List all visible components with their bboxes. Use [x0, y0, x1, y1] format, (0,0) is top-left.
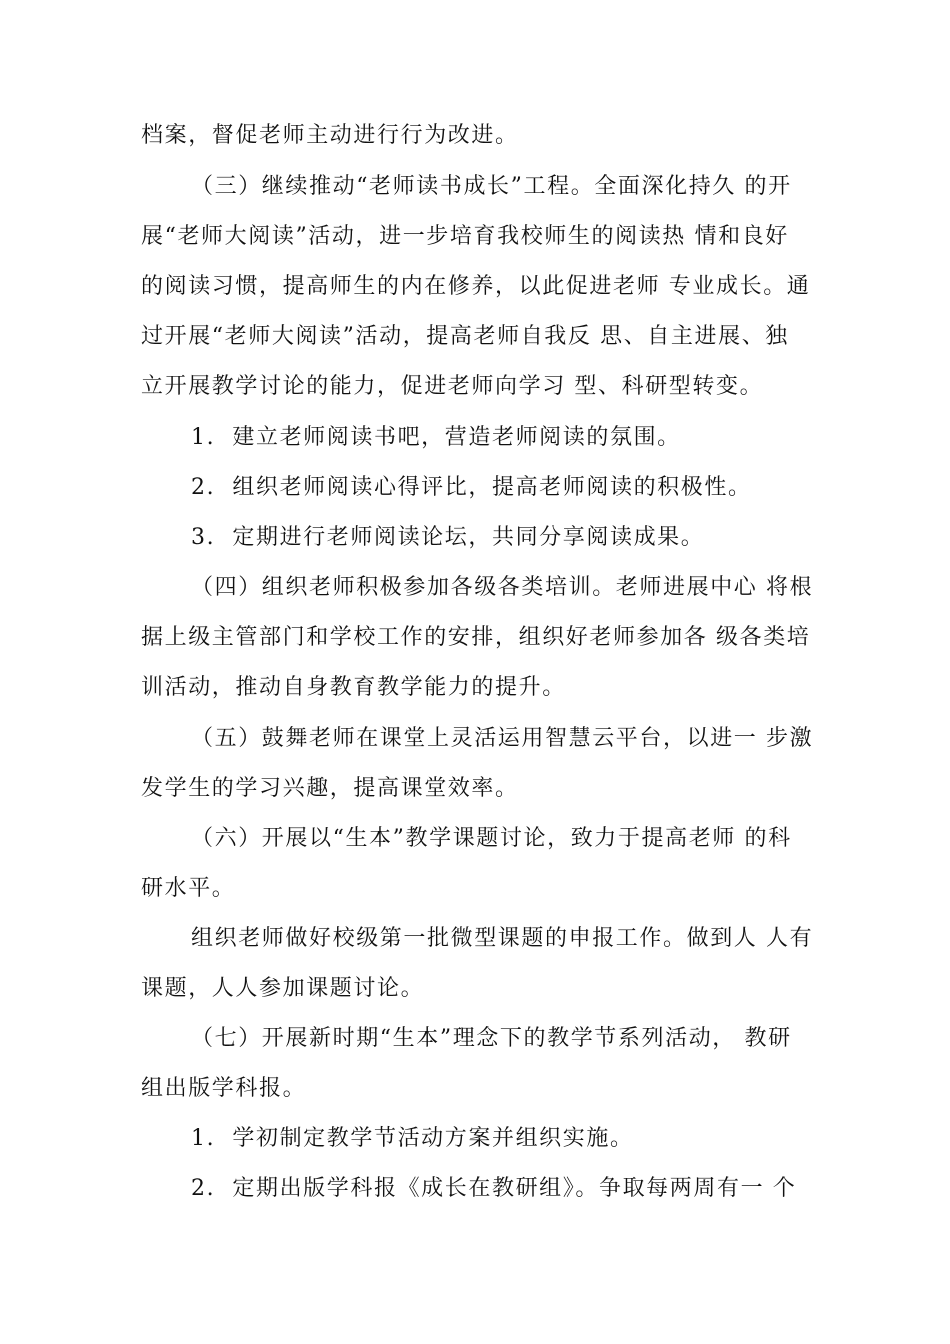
text-line-5: 过开展“老师大阅读”活动，提高老师自我反 思、自主进展、独 — [141, 324, 789, 349]
section-5-heading-line: （五）鼓舞老师在课堂上灵活运用智慧云平台，以进一 步激 — [191, 726, 814, 751]
text-line-1: 档案，督促老师主动进行行为改进。 — [141, 123, 519, 148]
text-line-3: 展“老师大阅读”活动，进一步培育我校师生的阅读热 情和良好 — [141, 224, 789, 249]
section-3-heading-line: （三）继续推动“老师读书成长”工程。全面深化持久 的开 — [191, 174, 792, 199]
text-line-16: 研水平。 — [141, 876, 236, 901]
text-line-20: 组出版学科报。 — [141, 1076, 307, 1101]
list-item-1: 1. 建立老师阅读书吧，营造老师阅读的氛围。 — [191, 425, 681, 450]
section-7-heading-line: （七）开展新时期“生本”理念下的教学节系列活动， 教研 — [191, 1026, 792, 1051]
text-line-6: 立开展教学讨论的能力，促进老师向学习 型、科研型转变。 — [141, 374, 764, 399]
text-line-14: 发学生的学习兴趣，提高课堂效率。 — [141, 776, 519, 801]
text-line-4: 的阅读习惯，提高师生的内在修养，以此促进老师 专业成长。通 — [141, 274, 811, 299]
text-line-18: 课题，人人参加课题讨论。 — [141, 976, 425, 1001]
list-item-4: 1. 学初制定教学节活动方案并组织实施。 — [191, 1126, 634, 1151]
list-item-2: 2. 组织老师阅读心得评比，提高老师阅读的积极性。 — [191, 475, 752, 500]
list-item-5: 2. 定期出版学科报《成长在教研组》。争取每两周有一 个 — [191, 1176, 797, 1201]
paragraph-line-17: 组织老师做好校级第一批微型课题的申报工作。做到人 人有 — [191, 926, 814, 951]
text-line-11: 据上级主管部门和学校工作的安排，组织好老师参加各 级各类培 — [141, 625, 811, 650]
section-6-heading-line: （六）开展以“生本”教学课题讨论，致力于提高老师 的科 — [191, 826, 792, 851]
section-4-heading-line: （四）组织老师积极参加各级各类培训。老师进展中心 将根 — [191, 575, 814, 600]
text-line-12: 训活动，推动自身教育教学能力的提升。 — [141, 675, 566, 700]
list-item-3: 3. 定期进行老师阅读论坛，共同分享阅读成果。 — [191, 525, 705, 550]
